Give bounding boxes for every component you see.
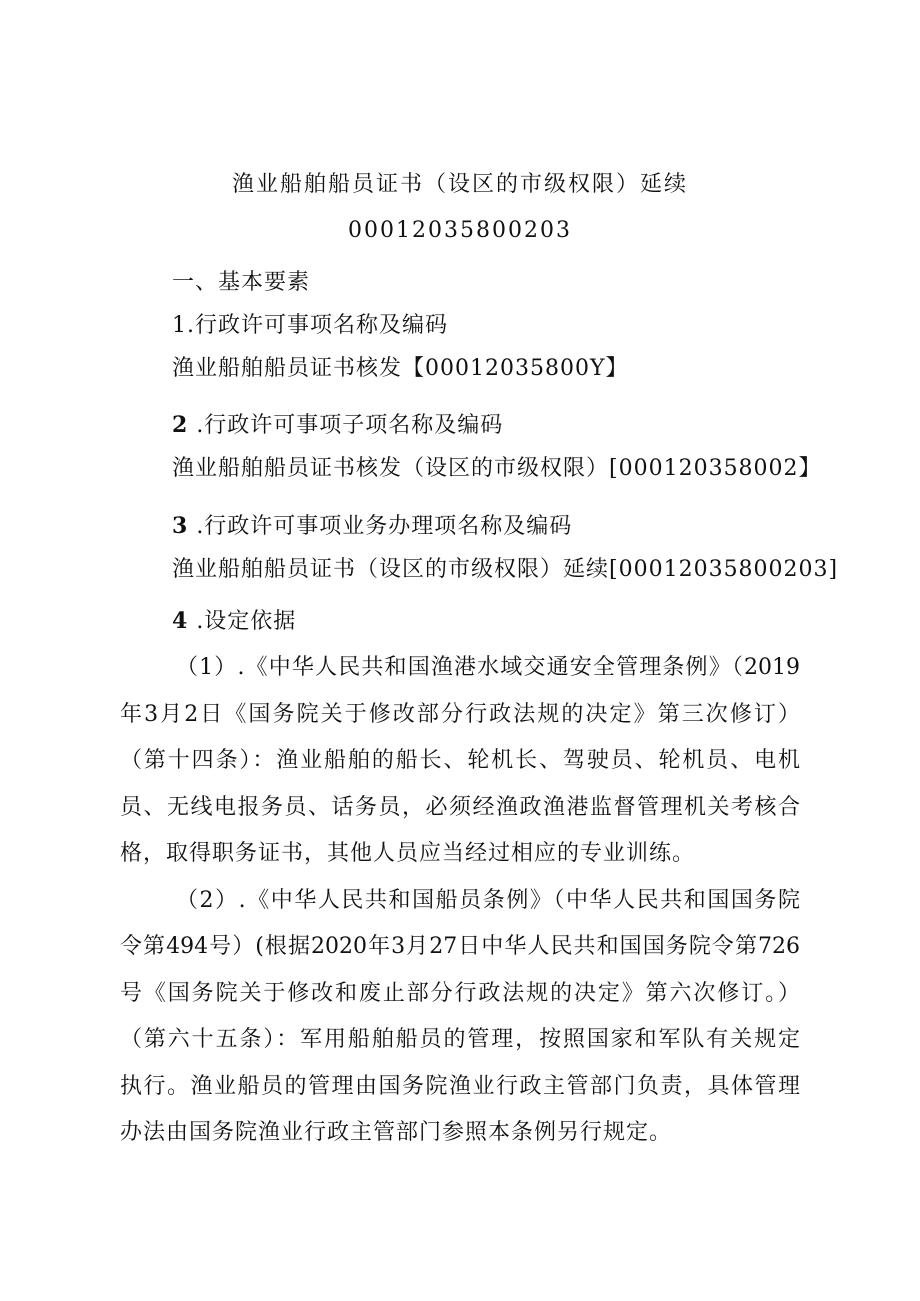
item3-heading-text: .行政许可事项业务办理项名称及编码 (196, 514, 573, 539)
item4-heading (172, 606, 296, 637)
basis-2-line: 执行。渔业船员的管理由国务院渔业行政主管部门负责，具体管理 (120, 1074, 800, 1099)
item3-content: 渔业船舶船员证书（设区的市级权限）延续[00012035800203] (172, 557, 839, 582)
basis-1-line: 年3月2日《国务院关于修改部分行政法规的决定》第三次修订） (120, 702, 800, 727)
item1-heading: 1.行政许可事项名称及编码 (172, 313, 448, 338)
basis-1-line: 格，取得职务证书，其他人员应当经过相应的专业训练。 (120, 841, 696, 866)
item3-number: 3 (172, 513, 189, 539)
item4-heading-text: .设定依据 (196, 609, 297, 634)
basis-2-line: （第六十五条）：军用船舶船员的管理，按照国家和军队有关规定 (120, 1027, 800, 1052)
section-heading-basic-elements: 一、基本要素 (172, 270, 311, 295)
basis-2-line: 令第494号）(根据2020年3月27日中华人民共和国国务院令第726 (120, 934, 800, 959)
item1-content: 渔业船舶船员证书核发【00012035800Y】 (172, 356, 629, 381)
item4-number: 4 (172, 608, 189, 634)
item2-heading-text: .行政许可事项子项名称及编码 (196, 413, 504, 438)
basis-1-line: （第十四条）：渔业船舶的船长、轮机长、驾驶员、轮机员、电机 (120, 748, 800, 773)
document-title: 渔业船舶船员证书（设区的市级权限）延续 (231, 172, 688, 197)
item2-heading (172, 410, 503, 441)
item3-heading (172, 511, 572, 542)
document-code: 00012035800203 (348, 218, 572, 243)
item2-content: 渔业船舶船员证书核发（设区的市级权限）[000120358002】 (172, 456, 822, 481)
basis-2-line: 号《国务院关于修改和废止部分行政法规的决定》第六次修订。） (120, 981, 800, 1006)
item2-number: 2 (172, 412, 189, 438)
basis-1-line: 员、无线电报务员、话务员，必须经渔政渔港监督管理机关考核合 (120, 795, 800, 820)
basis-2-line: （2）.《中华人民共和国船员条例》（中华人民共和国国务院 (176, 888, 800, 913)
basis-1-line: （1）.《中华人民共和国渔港水域交通安全管理条例》（2019 (176, 655, 800, 680)
basis-2-line: 办法由国务院渔业行政主管部门参照本条例另行规定。 (120, 1120, 673, 1145)
